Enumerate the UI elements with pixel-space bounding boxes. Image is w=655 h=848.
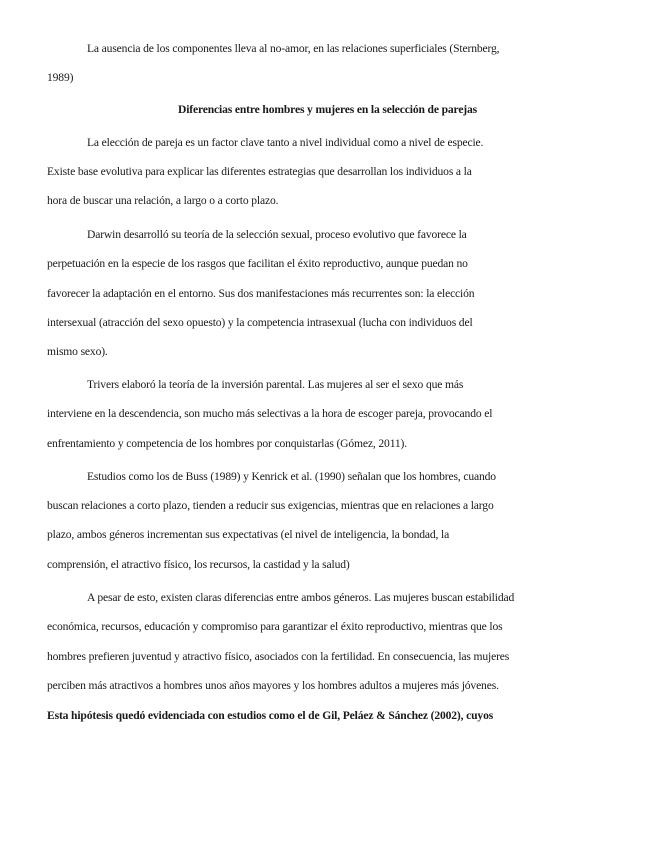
paragraph-line-bold: Esta hipótesis quedó evidenciada con estudios como el de Gil, Peláez & Sánchez (2002), cuyos (47, 709, 494, 722)
paragraph-line: hora de buscar una relación, a largo o a corto plazo. (47, 194, 279, 207)
paragraph-line: enfrentamiento y competencia de los hombres por conquistarlas (Gómez, 2011). (47, 437, 408, 450)
paragraph-line: perciben más atractivos a hombres unos años mayores y los hombres adultos a mujeres más jóvenes. (47, 679, 499, 692)
paragraph-line: económica, recursos, educación y compromiso para garantizar el éxito reproductivo, mientras que los (47, 620, 503, 633)
paragraph-line: Existe base evolutiva para explicar las diferentes estrategias que desarrollan los individuos a la (47, 165, 472, 178)
paragraph-line: interviene en la descendencia, son mucho más selectivas a la hora de escoger pareja, provocando el (47, 407, 493, 420)
section-heading: Diferencias entre hombres y mujeres en la selección de parejas (177, 103, 478, 116)
paragraph-line: La elección de pareja es un factor clave tanto a nivel individual como a nivel de especie. (87, 136, 484, 149)
paragraph-line: plazo, ambos géneros incrementan sus expectativas (el nivel de inteligencia, la bondad, la (47, 528, 450, 541)
paragraph-line: Darwin desarrolló su teoría de la selección sexual, proceso evolutivo que favorece la (87, 228, 467, 241)
paragraph-line: perpetuación en la especie de los rasgos que facilitan el éxito reproductivo, aunque puedan no (47, 257, 468, 270)
paragraph-line: Trivers elaboró la teoría de la inversión parental. Las mujeres al ser el sexo que más (87, 378, 464, 391)
paragraph-line: favorecer la adaptación en el entorno. Sus dos manifestaciones más recurrentes son: la elección (47, 287, 475, 300)
paragraph-line: A pesar de esto, existen claras diferencias entre ambos géneros. Las mujeres buscan estabilidad (87, 591, 515, 604)
paragraph-line: Estudios como los de Buss (1989) y Kenrick et al. (1990) señalan que los hombres, cuando (87, 470, 496, 483)
paragraph-line: hombres prefieren juventud y atractivo físico, asociados con la fertilidad. En consecuencia, las mujeres (47, 650, 510, 663)
paragraph-line: mismo sexo). (47, 345, 108, 358)
paragraph-line: 1989) (47, 71, 74, 84)
paragraph-line: buscan relaciones a corto plazo, tienden a reducir sus exigencias, mientras que en relaciones a largo (47, 499, 494, 512)
paragraph-line: La ausencia de los componentes lleva al no-amor, en las relaciones superficiales (Sternberg, (87, 42, 500, 55)
paragraph-line: comprensión, el atractivo físico, los recursos, la castidad y la salud) (47, 558, 350, 571)
paragraph-line: intersexual (atracción del sexo opuesto) y la competencia intrasexual (lucha con individuos del (47, 316, 473, 329)
